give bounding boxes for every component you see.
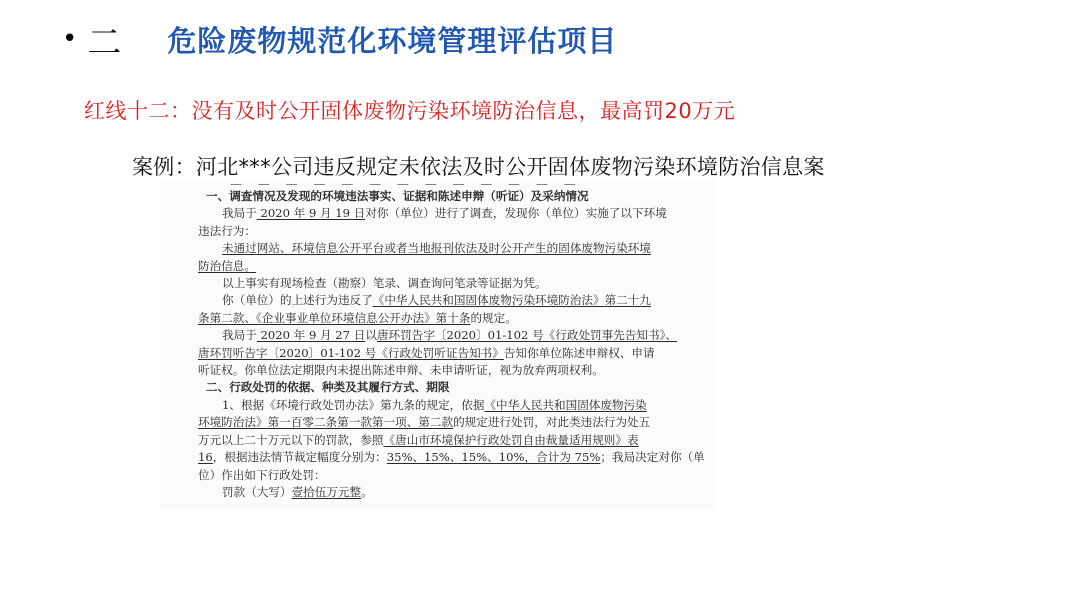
document-paragraph: 防治信息。 <box>198 258 256 273</box>
case-title: 案例：河北***公司违反规定未依法及时公开固体废物污染环境防治信息案 <box>132 155 825 179</box>
document-paragraph: 唐环罚听告字〔2020〕01-102 号《行政处罚听证告知书》告知你单位陈述申辩权、申请 <box>198 345 655 360</box>
document-paragraph: 我局于 2020 年 9 月 27 日以唐环罚告字〔2020〕01-102 号《行政处罚事先告知书》、 <box>222 328 678 343</box>
page-title: 危险废物规范化环境管理评估项目 <box>167 23 618 58</box>
redline-rule: 红线十二：没有及时公开固体废物污染环境防治信息，最高罚20万元 <box>84 99 736 123</box>
document-paragraph: 16，根据违法情节裁定幅度分别为：35%、15%、15%、10%，合计为 75%；我局决定对你（单 <box>198 450 705 465</box>
document-heading: 一、调查情况及发现的环境违法事实、证据和陈述申辩（听证）及采纳情况 <box>206 189 589 203</box>
document-paragraph: 以上事实有现场检查（勘察）笔录、调查询问笔录等证据为凭。 <box>222 276 547 291</box>
section-number: 二 <box>87 22 124 63</box>
document-paragraph: 我局于 2020 年 9 月 19 日对你（单位）进行了调查，发现你（单位）实施了以下环境 <box>222 206 667 221</box>
document-paragraph: 听证权。你单位法定期限内未提出陈述申辩、未申请听证，视为放弃两项权利。 <box>198 363 604 378</box>
document-paragraph: 未通过网站、环境信息公开平台或者当地报刊依法及时公开产生的固体废物污染环境 <box>222 241 651 256</box>
slide-header <box>62 14 617 64</box>
document-paragraph: 环境防治法》第一百零二条第一款第一项、第二款的规定进行处罚，对此类违法行为处五 <box>198 415 651 430</box>
document-heading: 二、行政处罚的依据、种类及其履行方式、期限 <box>206 380 450 395</box>
document-paragraph: 你（单位）的上述行为违反了《中华人民共和国固体废物污染环境防治法》第二十九 <box>222 293 651 308</box>
document-paragraph: 罚款（大写）壹拾伍万元整。 <box>222 484 373 499</box>
scanned-document <box>160 180 716 510</box>
document-paragraph: 违法行为： <box>198 223 256 238</box>
bullet-icon: • <box>62 24 78 54</box>
document-paragraph: 条第二款、《企业事业单位环境信息公开办法》第十条的规定。 <box>198 310 517 325</box>
document-paragraph: 位）作出如下行政处罚： <box>198 467 326 482</box>
document-paragraph: 万元以上二十万元以下的罚款，参照《唐山市环境保护行政处罚自由裁量适用规则》表 <box>198 432 639 447</box>
cropped-text-line: — — — — — — — — — — — — — <box>230 180 582 188</box>
document-paragraph: 1、根据《环境行政处罚办法》第九条的规定，依据《中华人民共和国固体废物污染 <box>222 397 647 412</box>
